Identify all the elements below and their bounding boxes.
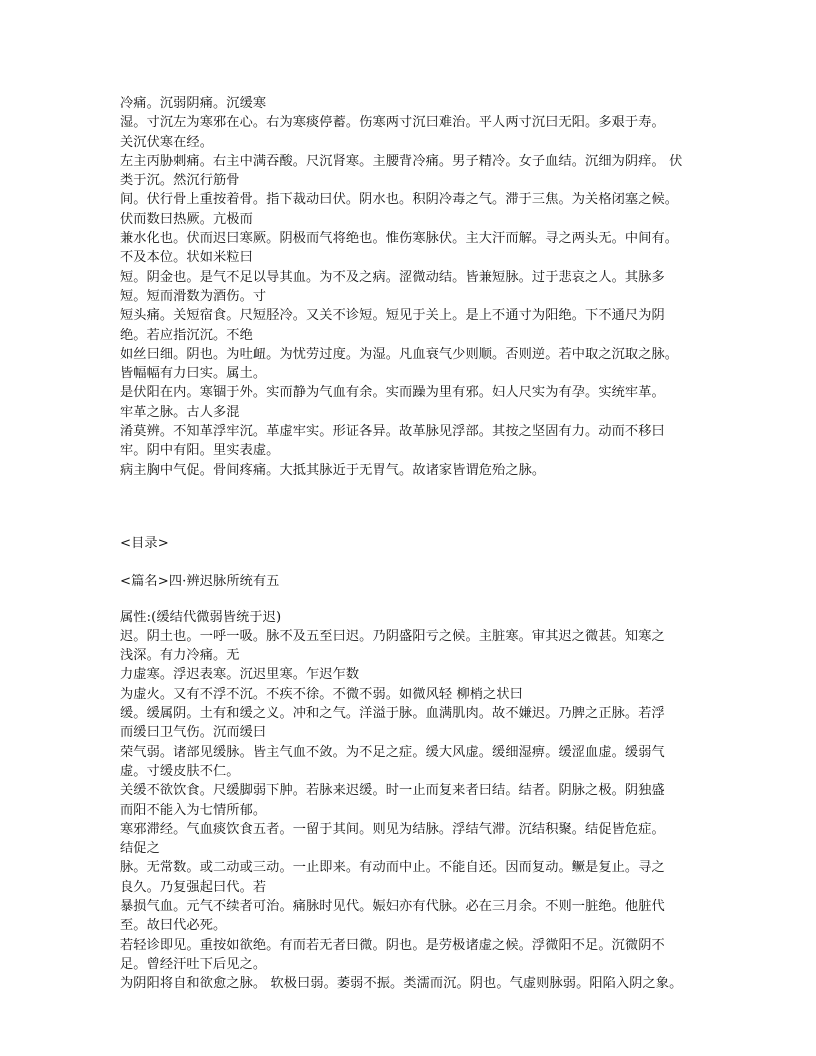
text-line: 湿。寸沉左为寒邪在心。右为寒痰停蓄。伤寒两寸沉曰难治。平人两寸沉曰无阳。多艰于寿。	[120, 115, 665, 131]
chapter-title: <篇名>四·辨迟脉所统有五	[120, 574, 280, 590]
text-line: 寒邪滞经。气血痰饮食五者。一留于其间。则见为结脉。浮结气滞。沉结积聚。结促皆危症。	[120, 821, 665, 837]
text-line: 迟。阴土也。一呼一吸。脉不及五至曰迟。乃阴盛阳亏之候。主脏寒。审其迟之微甚。知寒之	[120, 628, 665, 644]
document-page	[120, 94, 705, 993]
text-line: 间。伏行骨上重按着骨。指下裁动曰伏。阴水也。积阴冷毒之气。滞于三焦。为关格闭塞之候。	[120, 192, 679, 208]
text-line: 暴损气血。元气不续者可治。痛脉时见代。娠妇亦有代脉。必在三月余。不则一脏绝。他脏代	[120, 898, 665, 914]
text-line: 不及本位。状如米粒曰	[120, 250, 253, 266]
text-line: 短头痛。关短宿食。尺短胫冷。又关不诊短。短见于关上。是上不通寸为阳绝。下不通尺为阴	[120, 308, 665, 324]
text-line: 兼水化也。伏而迟曰寒厥。阴极而气将绝也。惟伤寒脉伏。主大汗而解。寻之两头无。中间有。	[120, 231, 679, 247]
text-line: 力虚寒。浮迟表寒。沉迟里寒。乍迟乍数	[120, 667, 360, 683]
text-line: 而缓曰卫气伤。沉而缓曰	[120, 725, 267, 741]
text-line: 关沉伏寒在经。	[120, 134, 214, 150]
text-line: 左主丙胁刺痛。右主中满吞酸。尺沉肾寒。主腰背冷痛。男子精冷。女子血结。沉细为阴痒。 伏	[120, 153, 683, 169]
text-line: 伏而数曰热厥。亢极而	[120, 211, 253, 227]
text-line: 牢革之脉。古人多混	[120, 404, 240, 420]
text-line: 良久。乃复强起曰代。若	[120, 879, 267, 895]
text-line: 绝。若应指沉沉。不绝	[120, 327, 253, 343]
text-line: 病主胸中气促。骨间疼痛。大抵其脉近于无胃气。故诸家皆谓危殆之脉。	[120, 462, 546, 478]
text-line: 荣气弱。诸部见缓脉。皆主气血不敛。为不足之症。缓大风虚。缓细湿痹。缓涩血虚。缓弱气	[120, 744, 665, 760]
text-block-slow-pulse	[120, 627, 705, 994]
text-line: 冷痛。沉弱阴痛。沉缓寒	[120, 96, 267, 111]
text-line: 是伏阳在内。寒锢于外。实而静为气血有余。实而躁为里有邪。妇人尺实为有孕。实统牢革。	[120, 385, 665, 401]
text-line: 淆莫辨。不知革浮牢沉。革虚牢实。形证各异。故革脉见浮部。其按之坚固有力。动而不移曰	[120, 424, 665, 440]
text-line: 为虚火。又有不浮不沉。不疾不徐。不微不弱。如微风轻 柳梢之状曰	[120, 686, 523, 702]
text-line: 如丝曰细。阴也。为吐衄。为忧劳过度。为湿。凡血衰气少则顺。否则逆。若中取之沉取之脉。	[120, 346, 679, 362]
text-line: 脉。无常数。或二动或三动。一止即来。有动而中止。不能自还。因而复动。鳜是复止。寻之	[120, 860, 665, 876]
text-line: 若轻诊即见。重按如欲绝。有而若无者曰微。阴也。是劳极诸虚之候。浮微阳不足。沉微阴不	[120, 937, 665, 953]
text-line: 类于沉。然沉行筋骨	[120, 173, 240, 189]
text-line: 缓。缓属阴。土有和缓之义。冲和之气。洋溢于脉。血满肌肉。故不嫌迟。乃脾之正脉。若浮	[120, 706, 665, 722]
attribute-line: 属性:(缓结代微弱皆统于迟)	[120, 609, 282, 625]
text-line: 皆幅幅有力曰实。属土。	[120, 366, 267, 382]
text-line: 而阳不能入为七情所郁。	[120, 802, 267, 818]
text-line: 结促之	[120, 841, 160, 857]
text-line: 至。故曰代必死。	[120, 918, 227, 934]
text-line: 牢。阴中有阳。里实表虚。	[120, 443, 280, 459]
text-line: 虚。寸缓皮肤不仁。	[120, 763, 240, 779]
text-line: 短。短而滑数为酒伤。寸	[120, 288, 267, 304]
text-line: 短。阴金也。是气不足以导其血。为不及之病。涩微动结。皆兼短脉。过于悲哀之人。其脉多	[120, 269, 665, 285]
text-line: 足。曾经汗吐下后见之。	[120, 956, 267, 972]
text-line: 关缓不欲饮食。尺缓脚弱下肿。若脉来迟缓。时一止而复来者曰结。结者。阴脉之极。阴独盛	[120, 783, 665, 799]
toc-link[interactable]: <目录>	[120, 535, 169, 551]
text-line: 为阴阳将自和欲愈之脉。 软极曰弱。萎弱不振。类濡而沉。阴也。气虚则脉弱。阳陷入阴之象。	[120, 976, 683, 992]
text-block-pulse-descriptions	[120, 94, 705, 480]
text-line: 浅深。有力冷痛。无	[120, 648, 240, 664]
